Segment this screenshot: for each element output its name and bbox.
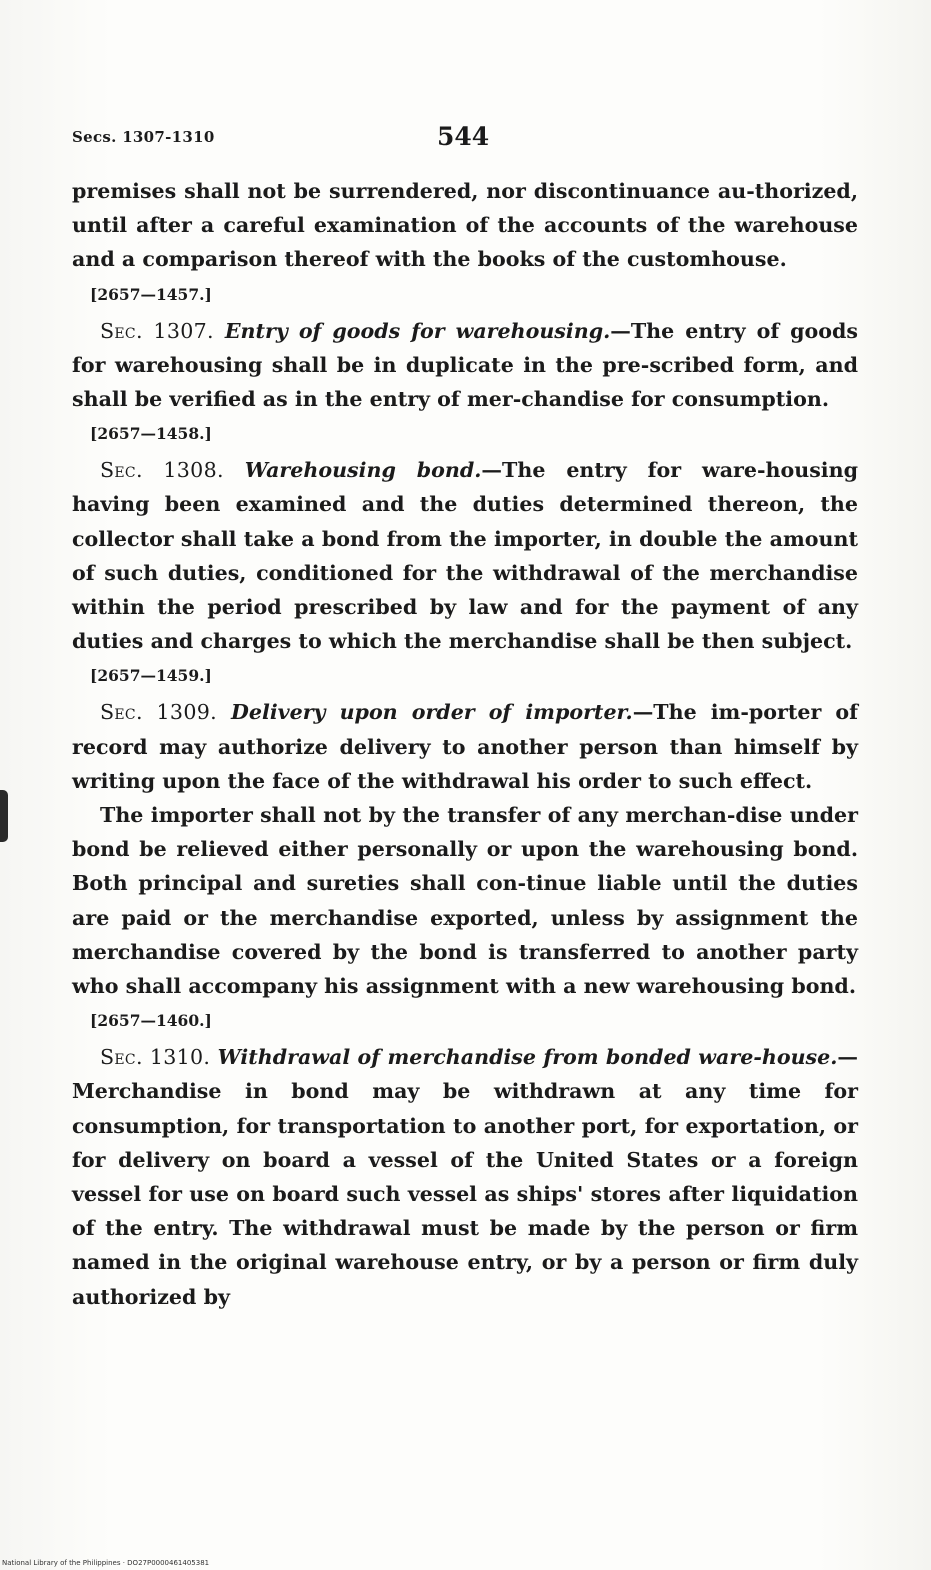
section-label: Sec. 1307.: [100, 318, 214, 343]
intro-paragraph: premises shall not be surrendered, nor discontinuance au-thorized, until after a careful examination of the accounts of the warehouse and a comparison thereof with the books of the customhouse.: [72, 179, 858, 272]
citation-1309: [2657—1459.]: [90, 666, 212, 686]
section-range: Secs. 1307-1310: [72, 128, 215, 146]
section-text: —Merchandise in bond may be withdrawn at any time for consumption, for transportation to another port, for exportation, or for delivery on board a vessel of the United States or a foreign vessel for use on board such vessel as ships' stores after liquidation of the entry. The withdrawal must be made by the person or firm named in the original warehouse entry, or by a person or firm duly authorized by: [72, 1045, 859, 1309]
section-label: Sec. 1310.: [100, 1045, 211, 1070]
section-text: —The entry of goods for warehousing shall be in duplicate in the pre-scribed form, and shall be verified as in the entry of mer-chandise for consumption.: [72, 318, 859, 412]
scan-credit: National Library of the Philippines · DO27P0000461405381: [2, 1559, 210, 1567]
page-number: 544: [437, 122, 490, 151]
section-1309-paragraph-2: The importer shall not by the transfer of any merchan-dise under bond be relieved either personally or upon the warehousing bond. Both principal and sureties shall con-tinue liable until the duties are paid or the merchandise exported, unless by assignment the merchandise covered by the bond is transferred to another party who shall accompany his assignment with a new warehousing bond.: [72, 803, 858, 999]
section-heading: Withdrawal of merchandise from bonded ware-house.: [217, 1045, 838, 1070]
running-header: [72, 122, 862, 152]
citation-1308: [2657—1458.]: [90, 424, 212, 444]
section-label: Sec. 1309.: [100, 700, 217, 725]
section-1310: [72, 1040, 858, 1314]
section-text: —The entry for ware-housing having been examined and the duties determined thereon, the collector shall take a bond from the importer, in double the amount of such duties, conditioned for the withdrawal of the merchandise within the period prescribed by law and for the payment of any duties and charges to which the merchandise shall be then subject.: [72, 458, 859, 654]
citation-1310: [2657—1460.]: [90, 1011, 212, 1031]
section-1308: [72, 453, 858, 658]
body-text: [72, 174, 858, 1314]
section-1307: [72, 314, 858, 417]
section-text: —The im-porter of record may authorize delivery to another person than himself by writing upon the face of the withdrawal his order to such effect.: [72, 700, 858, 793]
citation-1307: [2657—1457.]: [90, 284, 212, 304]
section-heading: Delivery upon order of importer.: [231, 700, 633, 725]
section-heading: Entry of goods for warehousing.: [224, 318, 611, 343]
section-label: Sec. 1308.: [100, 458, 224, 483]
section-1309: [72, 695, 858, 798]
page-edge-mark: [0, 790, 8, 842]
section-heading: Warehousing bond.: [244, 458, 482, 483]
